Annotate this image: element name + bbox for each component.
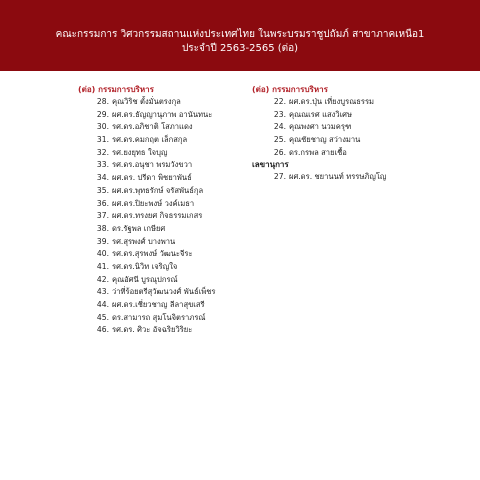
header-banner [0,0,480,71]
list-item [95,185,258,198]
item-number: 45. [96,312,109,322]
list-item [95,109,258,122]
page-title: คณะกรรมการ วิศวกรรมสถานแห่งประเทศไทย ในพระบรมราชูปถัมภ์ สาขาภาคเหนือ1 [55,29,425,40]
member-name: คุณณเรศ แสงวิเศษ [289,109,353,119]
list-item [95,223,258,236]
item-number: 41. [96,261,109,271]
member-name: รศ.ดร.สุรพงษ์ วัฒนะจีระ [112,249,193,259]
list-item [272,121,452,134]
item-number: 22. [273,97,286,106]
member-name: รศ.ดร.คมกฤต เล็กสกุล [112,135,188,145]
member-name: ดร.กรพล สายเชื้อ [289,147,347,157]
member-name: ผศ.ดร.ทรงยศ กิจธรรมเกสร [112,211,203,221]
list-item [95,274,258,287]
member-name: ผศ.ดร.ปิยะพงษ์ วงค์เมธา [112,198,195,208]
page-subtitle: ประจำปี 2563-2565 (ต่อ) [181,43,299,54]
list-item [95,324,258,337]
list-item [95,236,258,249]
list-item [95,198,258,211]
member-list-right [272,96,452,159]
item-number: 35. [96,185,109,195]
list-item [272,147,452,160]
secretary-list [272,171,452,184]
item-number: 33. [96,160,109,170]
member-name: คุณชัยชาญ สว่างมาน [289,135,361,145]
list-item [95,172,258,185]
item-number: 24. [273,122,286,132]
member-name: รศ.ดร. ศิวะ อัจฉริยวิริยะ [112,325,193,335]
section-heading-board: (ต่อ) กรรมการบริหาร [78,85,154,94]
list-item [272,109,452,122]
item-number: 42. [96,274,109,284]
member-name: ผศ.ดร.ปุ่น เที่ยงบูรณธรรม [289,97,375,106]
item-number: 30. [96,122,109,132]
member-name: คุณอัศนี บูรณุปกรณ์ [112,274,178,284]
list-item [95,159,258,172]
member-name: คุณวิริช ตั้งมั่นตรงกุล [112,97,181,106]
list-item [272,134,452,147]
member-list-left [95,96,258,337]
left-column [78,84,258,337]
member-name: ดร.สามารถ สุมโนจิตราภรณ์ [112,312,206,322]
item-number: 43. [96,287,109,297]
item-number: 31. [96,135,109,145]
item-number: 25. [273,135,286,145]
member-name: ผศ.ดร. ปรีดา พิชยาพันธ์ [112,173,192,183]
item-number: 29. [96,109,109,119]
item-number: 40. [96,249,109,259]
list-item [95,299,258,312]
item-number: 23. [273,109,286,119]
item-number: 32. [96,147,109,157]
item-number: 36. [96,198,109,208]
list-item [95,248,258,261]
member-name: ผศ.ดร.เชี่ยวชาญ ลีลาสุขเสรี [112,300,205,309]
item-number: 44. [96,300,109,309]
list-item [95,210,258,223]
list-item [95,312,258,325]
list-item [95,147,258,160]
item-number: 28. [96,97,109,106]
member-name: รศ.ดร.อนุชา พรมวังขวา [112,160,193,170]
list-item [95,134,258,147]
member-name: ผศ.ดร.ธัญญานุภาพ อานันทนะ [112,109,213,119]
item-number: 39. [96,236,109,246]
list-item [272,96,452,109]
member-name: รศ.ยงยุทธ ใจบุญ [112,147,168,157]
item-number: 38. [96,223,109,233]
item-number: 34. [96,173,109,183]
item-number: 37. [96,211,109,221]
list-item [95,121,258,134]
member-name: ดร.รัฐพล เกษียศ [112,223,166,233]
list-item [95,261,258,274]
list-item [272,171,452,184]
member-name: รศ.ดร.นิวิท เจริญใจ [112,261,178,271]
member-name: รศ.สุรพงศ์ บางพาน [112,236,176,246]
member-name: คุณพงศา นวมครุฑ [289,122,352,132]
member-name: รศ.ดร.อภิชาติ โสภาแดง [112,122,193,132]
item-number: 26. [273,147,286,157]
list-item [95,286,258,299]
member-name: ว่าที่ร้อยตรีสุวัฒนวงศ์ พันธ์เพ็ชร [112,287,216,297]
section-heading-board: (ต่อ) กรรมการบริหาร [252,85,328,94]
member-name: ผศ.ดร. ชยานนท์ ทรรษภิญโญ [289,172,387,182]
item-number: 27. [273,172,286,182]
section-heading-secretary: เลขานุการ [252,160,289,170]
right-column [252,84,452,184]
list-item [95,96,258,109]
member-name: ผศ.ดร.พุทธรักษ์ จรัสพันธ์กุล [112,185,204,195]
item-number: 46. [96,325,109,335]
